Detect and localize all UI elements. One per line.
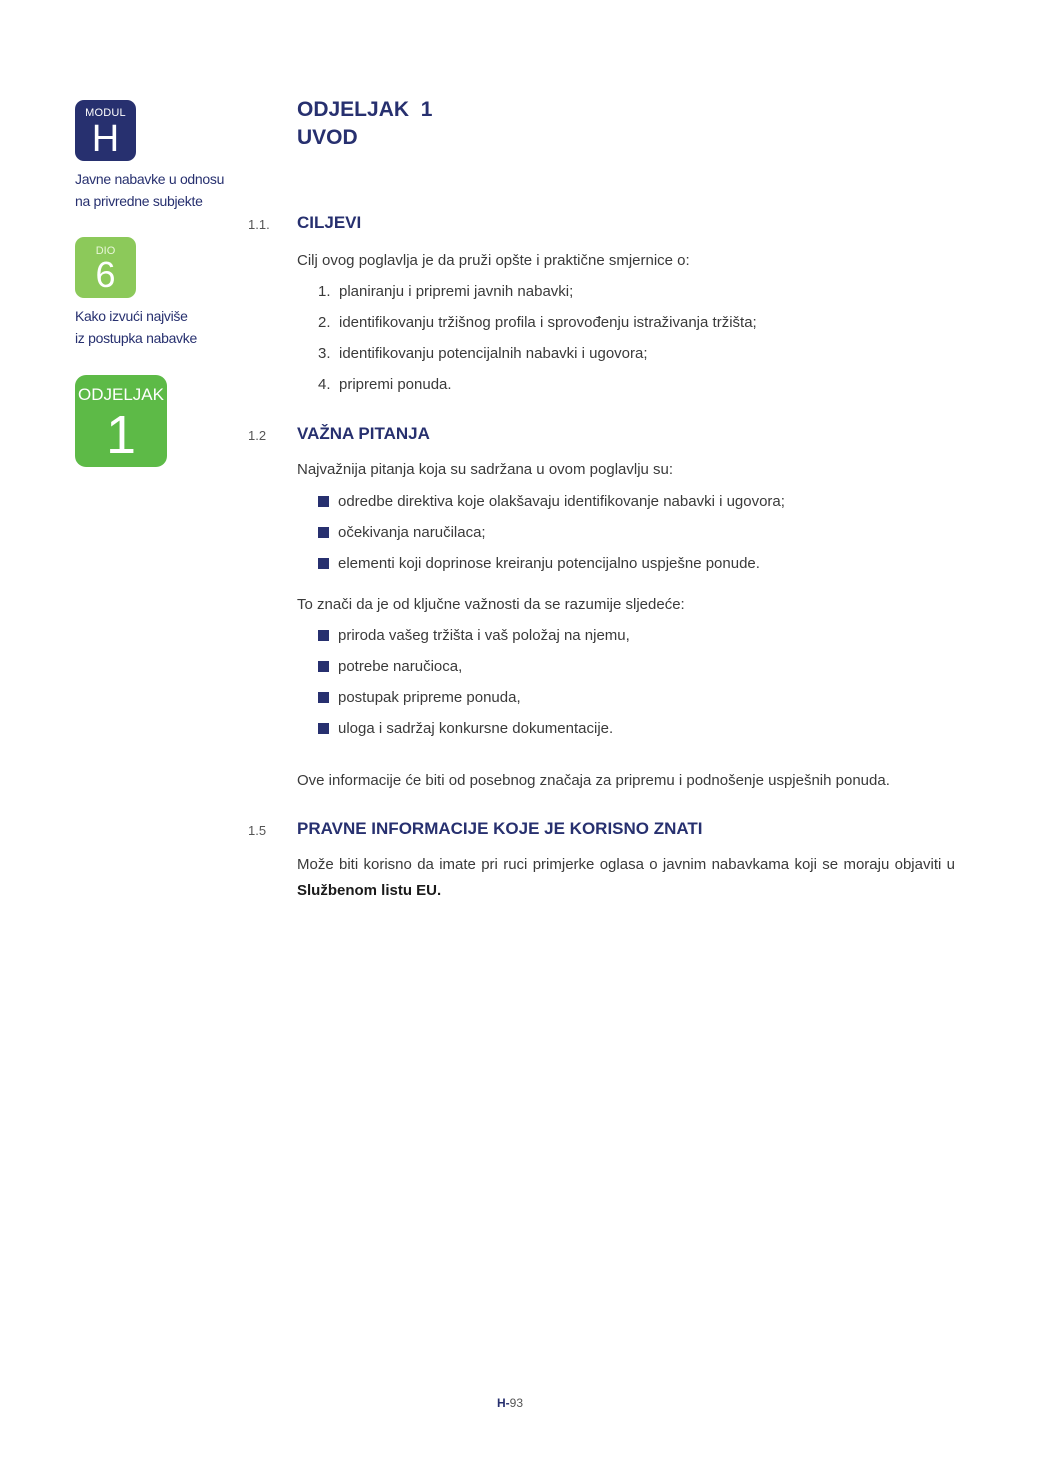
odjeljak-badge xyxy=(75,375,167,467)
square-bullet-icon xyxy=(318,527,329,538)
dio-caption xyxy=(75,305,197,349)
section-number: 1.1. xyxy=(248,217,270,232)
list-number: 4. xyxy=(318,376,331,393)
modul-badge xyxy=(75,100,136,161)
section-heading: PRAVNE INFORMACIJE KOJE JE KORISNO ZNATI xyxy=(297,819,703,838)
square-bullet-icon xyxy=(318,630,329,641)
list-number: 1. xyxy=(318,283,331,300)
title-line-1: ODJELJAK 1 xyxy=(297,98,433,121)
section-closing: Ove informacije će biti od posebnog značaja za pripremu i podnošenje uspješnih ponuda. xyxy=(297,772,890,789)
list-item xyxy=(318,313,757,333)
modul-caption-line-2: na privredne subjekte xyxy=(75,193,203,209)
bullet-text: postupak pripreme ponuda, xyxy=(338,689,521,706)
square-bullet-icon xyxy=(318,558,329,569)
dio-label: DIO xyxy=(95,245,116,257)
bullet-text: potrebe naručioca, xyxy=(338,658,463,675)
section-intro: Cilj ovog poglavlja je da pruži opšte i praktične smjernice o: xyxy=(297,252,690,269)
section-body xyxy=(297,852,955,904)
bullet-item xyxy=(318,554,760,574)
bullet-item xyxy=(318,523,486,543)
dio-badge xyxy=(75,237,136,298)
bullet-item xyxy=(318,626,630,646)
list-text: pripremi ponuda. xyxy=(339,376,452,393)
modul-caption xyxy=(75,168,224,212)
list-item xyxy=(318,282,573,302)
page-prefix: H- xyxy=(497,1396,510,1410)
official-journal-reference: Službenom listu EU. xyxy=(297,882,442,899)
section-number: 1.2 xyxy=(248,428,267,443)
bullet-item xyxy=(318,492,785,512)
section-heading: VAŽNA PITANJA xyxy=(297,424,430,443)
bullet-item xyxy=(318,657,462,677)
list-item xyxy=(318,344,648,364)
odjeljak-label: ODJELJAK xyxy=(78,385,164,404)
title-line-2: UVOD xyxy=(297,126,358,149)
list-number: 2. xyxy=(318,314,331,331)
bullet-item xyxy=(318,688,521,708)
modul-caption-line-1: Javne nabavke u odnosu xyxy=(75,171,225,187)
bullet-text: odredbe direktiva koje olakšavaju identifikovanje nabavki i ugovora; xyxy=(338,493,785,510)
section-heading: CILJEVI xyxy=(297,213,362,232)
dio-number: 6 xyxy=(95,254,116,295)
page-title xyxy=(297,96,432,152)
list-number: 3. xyxy=(318,345,331,362)
bullet-text: priroda vašeg tržišta i vaš položaj na njemu, xyxy=(338,627,630,644)
bullet-text: očekivanja naručilaca; xyxy=(338,524,486,541)
square-bullet-icon xyxy=(318,692,329,703)
section-intro-2: To znači da je od ključne važnosti da se razumije sljedeće: xyxy=(297,596,685,613)
list-item xyxy=(318,375,452,395)
list-text: identifikovanju potencijalnih nabavki i ugovora; xyxy=(339,345,648,362)
odjeljak-number: 1 xyxy=(105,405,137,465)
modul-label: MODUL xyxy=(85,107,126,119)
bullet-item xyxy=(318,719,613,739)
list-text: planiranju i pripremi javnih nabavki; xyxy=(339,283,574,300)
section-intro: Najvažnija pitanja koja su sadržana u ovom poglavlju su: xyxy=(297,461,674,478)
square-bullet-icon xyxy=(318,661,329,672)
square-bullet-icon xyxy=(318,723,329,734)
body-text: Može biti korisno da imate pri ruci primjerke oglasa o javnim nabavkama koji se moraju objaviti u xyxy=(297,856,955,873)
bullet-text: uloga i sadržaj konkursne dokumentacije. xyxy=(338,720,614,737)
page-number-value: 93 xyxy=(509,1396,524,1410)
section-number: 1.5 xyxy=(248,823,267,838)
modul-letter: H xyxy=(91,118,120,160)
square-bullet-icon xyxy=(318,496,329,507)
page-number xyxy=(497,1396,523,1410)
list-text: identifikovanju tržišnog profila i sprovođenju istraživanja tržišta; xyxy=(339,314,757,331)
dio-caption-line-2: iz postupka nabavke xyxy=(75,330,197,346)
dio-caption-line-1: Kako izvući najviše xyxy=(75,308,188,324)
bullet-text: elementi koji doprinose kreiranju potencijalno uspješne ponude. xyxy=(338,555,760,572)
